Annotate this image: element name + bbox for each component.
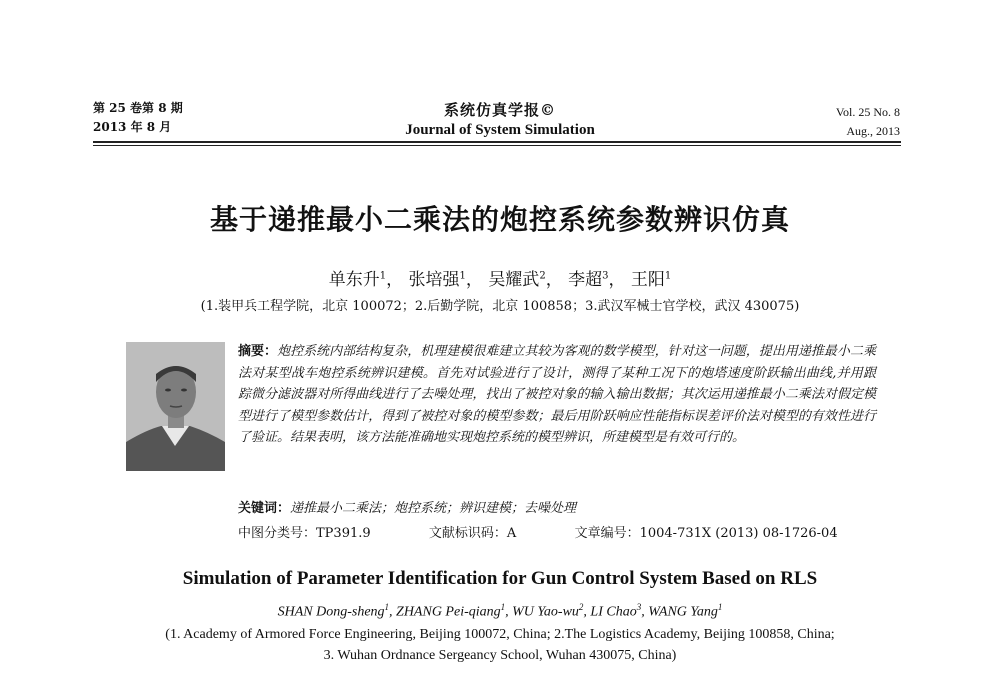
header-rule-thick [93,141,901,143]
keywords [238,497,576,516]
affiliations-cn: (1.装甲兵工程学院，北京 100072；2.后勤学院，北京 100858；3.武汉军械士官学校，武汉 430075) [200,299,800,314]
affiliations-en-line1: (1. Academy of Armored Force Engineering, Beijing 100072, China; 2.The Logistics Academy, Beijing 100858, China; [165,627,835,642]
paper-title-en: Simulation of Parameter Identification for Gun Control System Based on RLS [182,568,818,589]
authors-en: SHAN Dong-sheng$^1$, ZHANG Pei-qiang$^1$, WU Yao-$wu^2$, LI Chao$^3$, WANG Yang$^1$ [277,602,723,620]
clc-number: 中图分类号：TP391.9 [238,526,371,541]
abstract-text: 炮控系统内部结构复杂，机理建模很难建立其较为客观的数学模型，针对这一问题，提出用递推最小二乘法对某型战车炮控系统辨识建模。首先对试验进行了设计，测得了某种工况下的炮塔速度阶跃输出曲线,并用跟踪微分滤波器对所得曲线进行了去噪处理，找出了被控对象的输入输出数据；其次运用递推最小二乘法对假定模型进行了模型参数估计，得到了被控对象的模型参数；最后用阶跃响应性能指标误差评价法对模型的有效性进行了验证。结果表明，该方法能准确地实现炮控系统的模型辨识，所建模型是有效可行的。 [238,344,876,445]
author-cn: 单东升 [328,270,380,290]
author-en: ZHANG Pei-qiang [396,604,501,620]
classification-line [238,522,838,541]
author-en: WANG Yang [648,604,718,620]
issue-info-en [836,103,900,141]
author-photo [126,342,225,471]
author-cn: 王阳 [630,270,665,290]
affiliations-en-line2: 3. Wuhan Ordnance Sergeancy School, Wuhan 430075, China) [323,648,677,663]
author-en: SHAN Dong-sheng [277,604,385,620]
date-en: Aug., 2013 [846,124,900,138]
paper-title-cn: 基于递推最小二乘法的炮控系统参数辨识仿真 [209,203,790,236]
document-code: 文献标识码：A [428,526,517,541]
abstract [238,341,876,449]
article-number: 文章编号：1004-731X (2013) 08-1726-04 [574,526,838,541]
author-cn: 李超 [568,270,603,290]
volume-issue-cn: 第 25 卷第 8 期 [93,101,183,115]
author-en: LI Chao [590,604,637,620]
abstract-label: 摘要： [238,344,278,359]
author-en: WU Yao-wu [512,604,579,620]
journal-name-en: Journal of System Simulation [405,122,595,138]
date-cn: 2013 年 8 月 [93,120,172,134]
keywords-text: 递推最小二乘法；炮控系统；辨识建模；去噪处理 [290,501,577,516]
authors-cn: 单东升$^1$， 张培强$^1$， 吴耀武$^2$， 李超$^3$， 王阳$^1$ [328,270,672,290]
journal-name-cn: 系统仿真学报© [443,101,556,119]
keywords-label: 关键词： [238,501,291,516]
volume-issue-en: Vol. 25 No. 8 [835,105,900,119]
header-rule-thin [93,145,901,146]
author-cn: 张培强 [408,270,460,290]
author-cn: 吴耀武 [488,270,540,290]
